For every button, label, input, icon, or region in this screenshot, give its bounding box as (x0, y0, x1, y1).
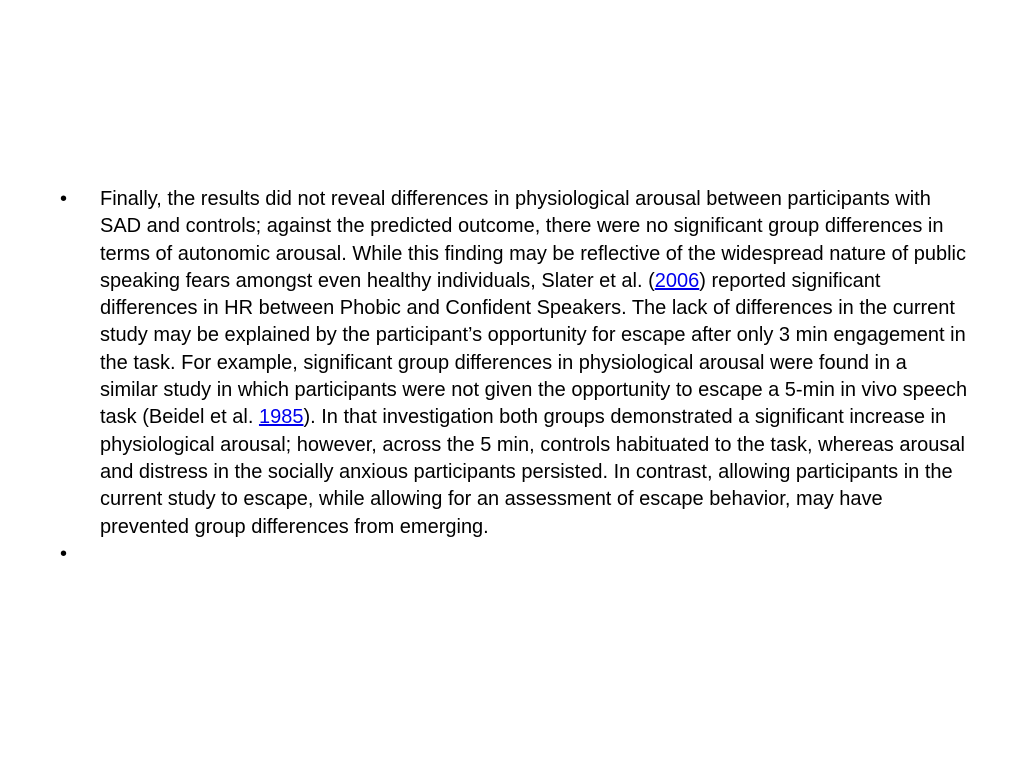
citation-link-1985[interactable]: 1985 (258, 406, 304, 429)
bullet-text-segment: ) reported significant differences in HR between Phobic and Confident Speakers. The lack of differences in the current study may be explained by the participant’s opportunity for escape after only 3 min engagement in the task. For example, significant group differences in physiological arousal were found in a similar study in which participants were not given the opportunity to escape a 5-min in vivo speech task (Beidel et al. (100, 269, 968, 429)
bullet-marker: • (60, 542, 68, 565)
bullet-text (100, 188, 967, 538)
bullet-text-segment: Finally, the results did not reveal differences in physiological arousal between participants with SAD and controls; against the predicted outcome, there were no significant group differences in terms of autonomic arousal. While this finding may be reflective of the widespread nature of public speaking fears amongst even healthy individuals, Slater et al. ( (100, 188, 966, 292)
citation-link-2006[interactable]: 2006 (654, 269, 700, 292)
bullet-item-discussion (58, 186, 968, 541)
bullet-list (58, 186, 968, 568)
bullet-item-empty (58, 541, 968, 568)
bullet-text-segment: ). In that investigation both groups demonstrated a significant increase in physiological arousal; however, across the 5 min, controls habituated to the task, whereas arousal and distress in the socially anxious participants persisted. In contrast, allowing participants in the current study to escape, while allowing for an assessment of escape behavior, may have prevented group differences from emerging. (100, 406, 965, 538)
bullet-marker: • (60, 188, 68, 210)
